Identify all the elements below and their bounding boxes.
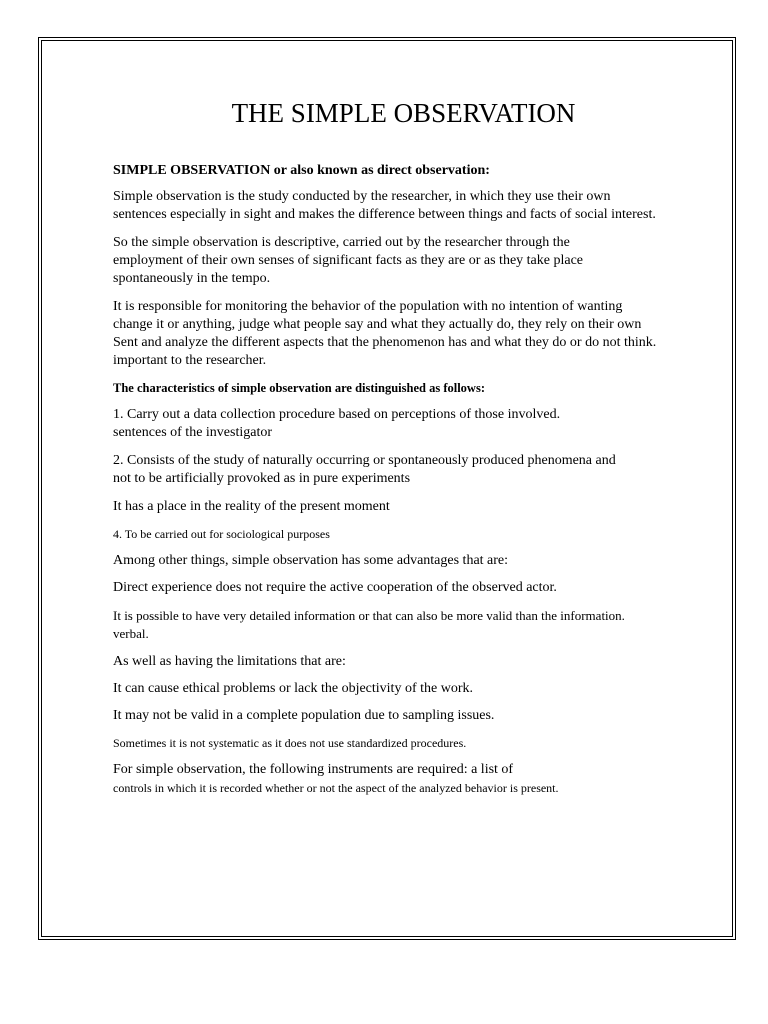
characteristic-item — [113, 452, 673, 488]
characteristic-item — [113, 525, 673, 543]
limitation-line: It may not be valid in a complete population due to sampling issues. — [113, 708, 495, 723]
paragraph-monitoring — [113, 298, 673, 370]
advantage-line: It is possible to have very detailed information or that can also be more valid than the information. — [113, 608, 625, 623]
characteristic-item — [113, 406, 673, 442]
limitations-intro-line: As well as having the limitations that are: — [113, 654, 346, 669]
paragraph-line: employment of their own senses of significant facts as they are or as they take place — [113, 253, 584, 268]
paragraph-line: Simple observation is the study conducted by the researcher, in which they use their own — [113, 189, 611, 204]
paragraph-line: sentences especially in sight and makes the difference between things and facts of social interest. — [113, 207, 656, 222]
characteristic-line: sentences of the investigator — [113, 425, 273, 440]
limitation-line: Sometimes it is not systematic as it does not use standardized procedures. — [113, 736, 467, 750]
closing-line: controls in which it is recorded whether or not the aspect of the analyzed behavior is present. — [113, 781, 559, 795]
limitations-intro — [113, 653, 673, 671]
paragraph-line: change it or anything, judge what people say and what they actually do, they rely on their own — [113, 317, 642, 332]
advantage-line: verbal. — [113, 626, 149, 641]
closing-line: For simple observation, the following instruments are required: a list of — [113, 762, 514, 777]
characteristic-item — [113, 498, 673, 516]
characteristic-line: 2. Consists of the study of naturally occurring or spontaneously produced phenomena and — [113, 453, 616, 468]
advantages-intro — [113, 552, 673, 570]
section-heading: SIMPLE OBSERVATION or also known as direct observation: — [113, 163, 490, 178]
paragraph-line: So the simple observation is descriptive, carried out by the researcher through the — [113, 235, 570, 250]
paragraph-line: Sent and analyze the different aspects that the phenomenon has and what they do or do not think. — [113, 335, 657, 350]
characteristic-line: 1. Carry out a data collection procedure based on perceptions of those involved. — [113, 407, 561, 422]
document-body — [113, 96, 673, 797]
paragraph-line: important to the researcher. — [113, 353, 267, 368]
characteristics-heading: The characteristics of simple observation are distinguished as follows: — [113, 381, 485, 395]
advantage-item — [113, 579, 673, 597]
advantages-intro-line: Among other things, simple observation has some advantages that are: — [113, 553, 509, 568]
paragraph-descriptive — [113, 234, 673, 288]
advantage-item — [113, 607, 673, 643]
paragraph-line: spontaneously in the tempo. — [113, 271, 271, 286]
characteristic-line: It has a place in the reality of the present moment — [113, 499, 390, 514]
document-title: THE SIMPLE OBSERVATION — [231, 98, 576, 128]
paragraph-definition — [113, 188, 673, 224]
limitation-item — [113, 707, 673, 725]
limitation-item — [113, 680, 673, 698]
characteristic-line: 4. To be carried out for sociological purposes — [113, 527, 330, 541]
closing-paragraph — [113, 761, 673, 797]
advantage-line: Direct experience does not require the active cooperation of the observed actor. — [113, 580, 557, 595]
characteristic-line: not to be artificially provoked as in pure experiments — [113, 471, 411, 486]
limitation-item — [113, 734, 673, 752]
paragraph-line: It is responsible for monitoring the behavior of the population with no intention of wanting — [113, 299, 623, 314]
limitation-line: It can cause ethical problems or lack the objectivity of the work. — [113, 681, 473, 696]
